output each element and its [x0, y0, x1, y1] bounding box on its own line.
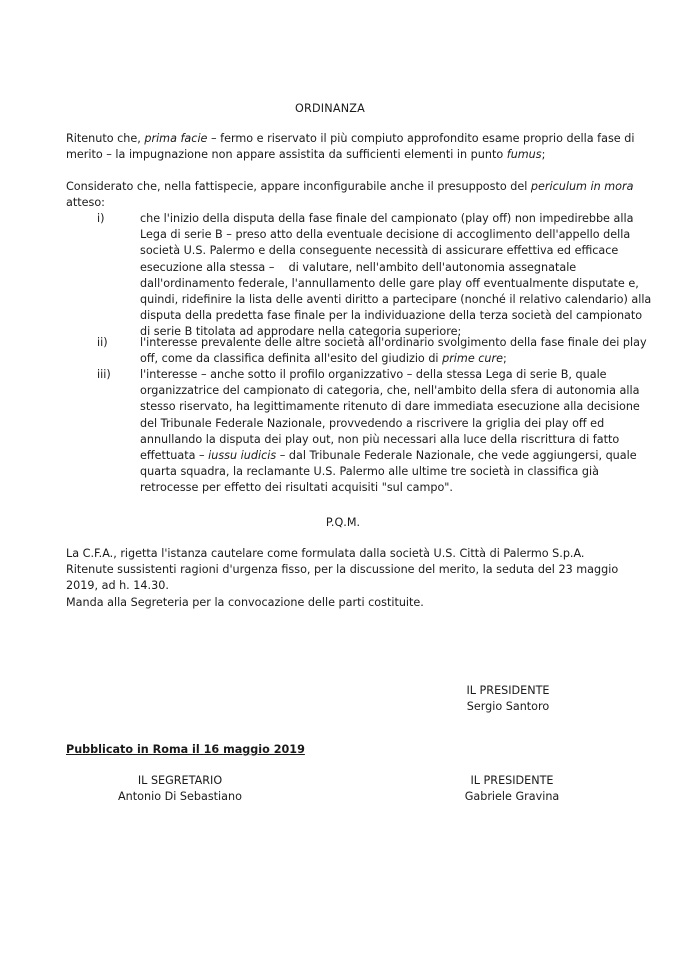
federal-president-name: Gabriele Gravina [464, 790, 560, 804]
paragraph-line [66, 147, 626, 163]
italic-segment: periculum in mora [530, 180, 634, 193]
pqm-heading: P.Q.M. [325, 516, 361, 529]
president-signature [448, 683, 568, 715]
paragraph-considerato [66, 179, 634, 211]
text-segment: ; [502, 352, 507, 366]
italic-segment: iussu iudicis [208, 449, 277, 463]
list-line: annullando la disputa dei play out, non più necessari alla luce della riscrittura di fatto [140, 432, 620, 446]
list-line [140, 448, 640, 464]
text-segment: – fermo e riservato il più compiuto approfondito esame proprio della fase di [211, 132, 635, 145]
list-item-text [140, 335, 647, 367]
list-item-number: iii) [97, 368, 111, 381]
list-item-number: i) [97, 212, 105, 225]
text-segment: Considerato che, nella fattispecie, appare inconfigurabile anche il presupposto del [66, 180, 528, 193]
list-item-text [140, 367, 640, 497]
italic-segment: fumus [506, 148, 542, 162]
decision-line: Ritenute sussistenti ragioni d'urgenza fisso, per la discussione del merito, la seduta del 23 maggio [66, 563, 619, 577]
list-line: stesso riservato, ha legittimamente ritenuto di dare immediata esecuzione alla decisione [140, 400, 640, 414]
paragraph-line [66, 179, 634, 195]
federal-president-signature [452, 773, 572, 805]
secretary-signature [105, 773, 255, 805]
decision-paragraph [66, 546, 626, 611]
list-line: di serie B titolata ad approdare nella categoria superiore; [140, 325, 462, 339]
list-item-number: ii) [97, 336, 108, 349]
list-line: dall'ordinamento federale, l'annullamento delle gare play off eventualmente disputate e, [140, 276, 639, 290]
list-line: società U.S. Palermo e della conseguente necessità di assicurare effettiva ed efficace [140, 244, 619, 258]
text-segment: Ritenuto che, [66, 132, 141, 145]
italic-segment: prime cure [442, 352, 503, 366]
list-line: organizzatrice del campionato di categoria, che, nell'ambito della sfera di autonomia alla [140, 384, 640, 398]
list-line: quarta squadra, la reclamante U.S. Palermo alle ultime tre società in classifica già [140, 465, 599, 479]
publication-note: Pubblicato in Roma il 16 maggio 2019 [66, 743, 305, 756]
paragraph-ritenuto [66, 131, 635, 163]
list-line: del Tribunale Federale Nazionale, provvedendo a riscrivere la griglia dei play off ed [140, 416, 605, 430]
paragraph-line [66, 131, 635, 147]
federal-president-title: IL PRESIDENTE [470, 774, 554, 787]
list-line: quindi, ridefinire la lista delle aventi diritto a partecipare (nonché il relativo calendario) alla [140, 293, 652, 307]
list-line: disputa della predetta fase finale per la individuazione della terza società del campionato [140, 309, 643, 323]
text-segment: effettuata – [140, 449, 205, 463]
decision-line: 2019, ad h. 14.30. [66, 579, 169, 593]
text-segment: ; [541, 148, 546, 162]
paragraph-line: atteso: [66, 196, 105, 210]
list-line: l'interesse prevalente delle altre società all'ordinario svolgimento della fase finale dei play [140, 336, 647, 349]
secretary-title: IL SEGRETARIO [137, 774, 223, 787]
list-line: retrocesse per effetto dei risultati acquisiti "sul campo". [140, 481, 453, 495]
president-name: Sergio Santoro [466, 700, 550, 714]
list-item-text [140, 211, 652, 341]
decision-line: Manda alla Segreteria per la convocazione delle parti costituite. [66, 595, 424, 609]
list-line: Lega di serie B – preso atto della eventuale decisione di accoglimento dell'appello della [140, 228, 631, 242]
document-title: ORDINANZA [294, 102, 365, 115]
text-segment: – dal Tribunale Federale Nazionale, che vede aggiungersi, quale [279, 449, 637, 463]
text-segment: off, come da classifica definita all'esito del giudizio di [140, 352, 439, 366]
president-title: IL PRESIDENTE [466, 684, 550, 697]
decision-line: La C.F.A., rigetta l'istanza cautelare come formulata dalla società U.S. Città di Palermo S.p.A. [66, 547, 585, 560]
list-line [140, 351, 640, 367]
text-segment: merito – la impugnazione non appare assistita da sufficienti elementi in punto [66, 148, 504, 162]
italic-segment: prima facie [144, 132, 208, 145]
secretary-name: Antonio Di Sebastiano [118, 790, 242, 804]
list-line: esecuzione alla stessa – di valutare, nell'ambito dell'autonomia assegnatale [140, 260, 577, 274]
list-line: che l'inizio della disputa della fase finale del campionato (play off) non impedirebbe alla [140, 212, 634, 225]
list-line: l'interesse – anche sotto il profilo organizzativo – della stessa Lega di serie B, quale [140, 368, 607, 381]
